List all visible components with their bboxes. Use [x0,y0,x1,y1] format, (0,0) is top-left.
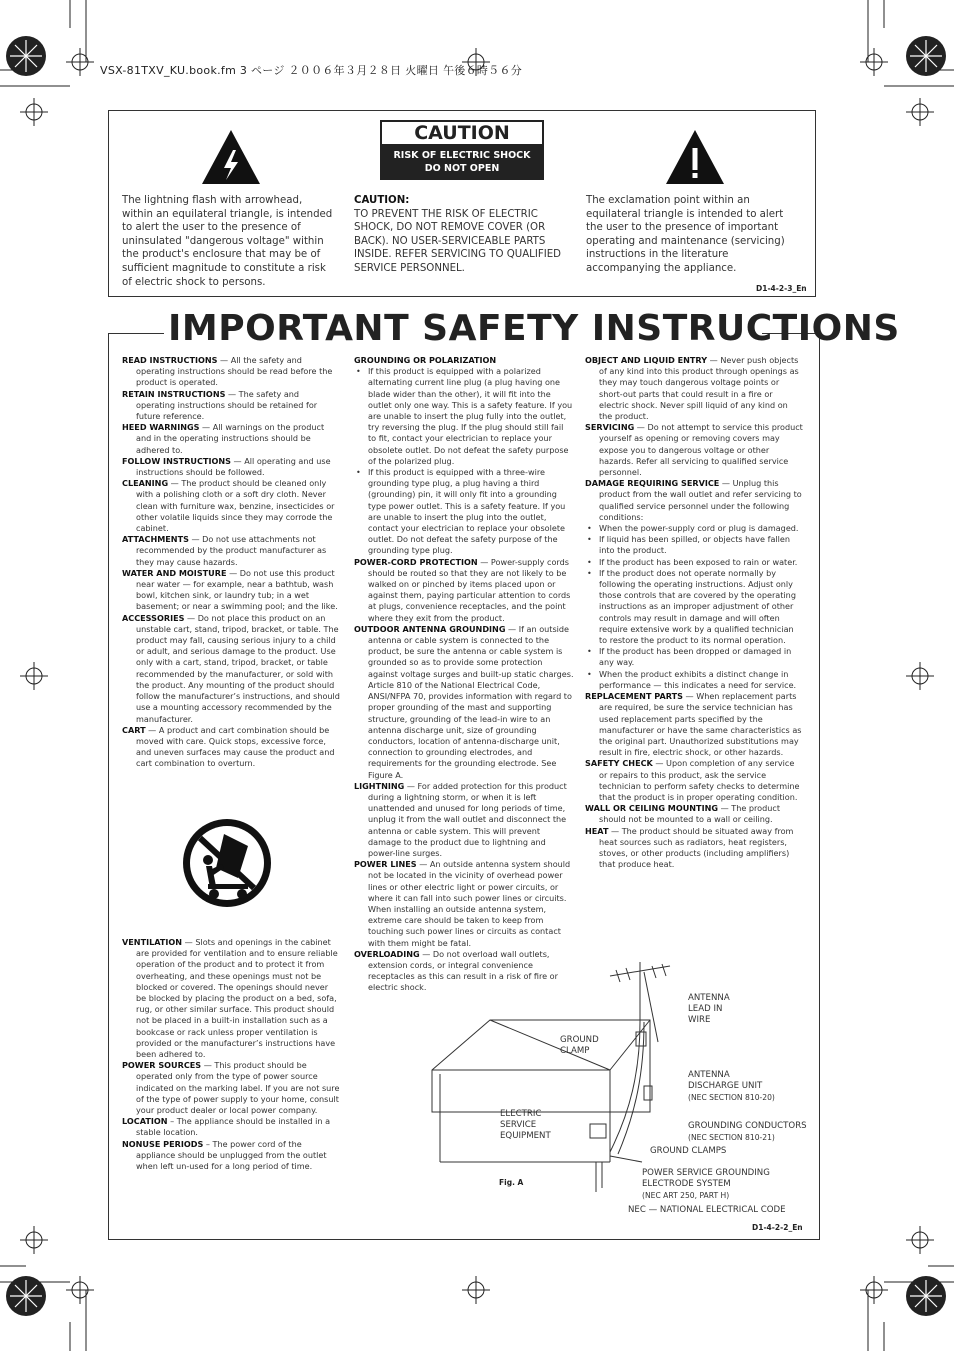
label-ground-clamps: GROUND CLAMPS [650,1146,727,1156]
label-psge-1: POWER SERVICE GROUNDING [642,1168,770,1178]
instruction-text: — Unplug this product from the wall outlet and refer servicing to qualified service personnel under the following conditions: [599,478,802,522]
instruction-item [354,624,574,781]
label-power-service-grounding [642,1168,770,1201]
instruction-text: — The product should be cleaned only with a polishing cloth or a soft dry cloth. Never clean with furniture wax, benzine, insecticides or other volatile liquids since they may corrode the cabinet. [136,478,335,534]
instruction-item [122,613,340,725]
instruction-text: — Do not place this product on an unstable cart, stand, tripod, bracket, or table. The product may fall, causing serious injury to a child or adult, and serious damage to the product. Use only with a cart, stand, tripod, bracket, or table recommended by the manufacturer, or sold with the product. Any mounting of the product should follow the manufacturer’s instructions, and should use a mounting accessory recommended by the manufacturer. [136,612,340,724]
instruction-item [122,1116,340,1138]
instruction-item [585,422,803,478]
label-discharge-1: ANTENNA [688,1070,730,1080]
instruction-text: — This product should be operated only from the type of power source indicated on the marking label. If you are not sure of the type of power supply to your home, consult your product dealer or local power company. [136,1060,340,1116]
label-ground-clamp-2: CLAMP [560,1046,590,1056]
instruction-text: – The power cord of the appliance should be unplugged from the outlet when left un-used for a long period of time. [136,1138,327,1172]
instruction-item [122,422,340,456]
instruction-item [122,725,340,770]
figure-caption: Fig. A [499,1178,524,1187]
caution-notice [354,194,570,276]
bullet-item: • If this product is equipped with a three-wire grounding type plug, a plug having a third (grounding) pin, it will only fit into a grounding type power outlet. This is a safety feature. If you are unable to insert the plug into the outlet, contact your electrician to replace your obsolete outlet. Do not defeat the safety purpose of the grounding type plug. [354,467,574,557]
instruction-item [122,355,340,389]
label-esvc-3: EQUIPMENT [500,1131,551,1141]
instruction-item [122,534,340,568]
instruction-heading: POWER-CORD PROTECTION [354,556,478,567]
instruction-heading: LOCATION [122,1116,168,1127]
instruction-heading: HEED WARNINGS [122,422,200,433]
instruction-item [585,803,803,825]
antenna-grounding-diagram [430,962,690,1192]
instruction-text: — Do not overload wall outlets, extension cords, or integral convenience receptacles as this can result in a risk of fire or electric shock. [368,948,558,993]
caution-notice-text: TO PREVENT THE RISK OF ELECTRIC SHOCK, DO NOT REMOVE COVER (OR BACK). NO USER-SERVICEABLE PARTS INSIDE. REFER SERVICING TO QUALIFIED SERVICE PERSONNEL. [354,208,562,274]
instruction-item [122,1139,340,1173]
label-antenna-lead-1: ANTENNA [688,993,730,1003]
instruction-item [122,937,340,1060]
service-conditions [585,523,803,691]
label-esvc-2: SERVICE [500,1120,537,1130]
instruction-text: — If an outside antenna or cable system is connected to the product, be sure the antenna or cable system is grounded so as to provide some protection against voltage surges and built-up static charges. Article 810 of the National Electrical Code, ANSI/NFPA 70, provides information with regard to proper grounding of the mast and supporting structure, grounding of the lead-in wire to an antenna discharge unit, size of grounding conductors, location of antenna-discharge unit, connection to grounding electrodes, and requirements for the grounding electrode. See Figure A. [368,623,574,780]
caution-subtitle-line2: DO NOT OPEN [424,163,500,174]
lightning-warning-icon [200,128,262,186]
label-discharge-unit [688,1070,775,1103]
instruction-item [122,568,340,613]
cart-warning-icon [180,816,274,910]
instruction-text: — When replacement parts are required, be sure the service technician has used replacement parts specified by the manufacturer or have the same characteristics as the original part. Unauthorized substitutions may result in fire, electric shock, or other hazards. [599,691,802,758]
instruction-item [122,456,340,478]
label-grounding-conductors [688,1121,807,1143]
label-discharge-3: (NEC SECTION 810-20) [688,1093,775,1102]
instruction-text: — Slots and openings in the cabinet are provided for ventilation and to ensure reliable operation of the product and to protect it from overheating, and these openings must not be blocked or covered. The openings should never be blocked by placing the product on a bed, sofa, rug, or other similar surface. This product should not be placed in a built-in installation such as a bookcase or rack unless proper ventilation is provided or the manufacturer’s instructions have been adhered to. [136,937,338,1060]
bullet-item: • If liquid has been spilled, or objects have fallen into the product. [585,534,803,556]
instruction-heading: VENTILATION [122,937,183,947]
instruction-item [122,389,340,423]
instruction-heading: ATTACHMENTS [122,534,189,545]
instruction-text: — A product and cart combination should be moved with care. Quick stops, excessive force, and uneven surfaces may cause the product and cart combination to overturn. [136,724,335,769]
instruction-heading: LIGHTNING [354,780,405,791]
instruction-text: – The appliance should be installed in a stable location. [136,1116,331,1138]
instruction-heading: OBJECT AND LIQUID ENTRY [585,355,708,365]
instruction-text: — An outside antenna system should not be located in the vicinity of overhead power lines or other electric light or power circuits, or where it can fall into such power lines or circuits. When installing an outside antenna system, extreme care should be taken to keep from touching such power lines or circuits as contact with them might be fatal. [368,859,571,948]
instruction-item [585,355,803,422]
caution-title: CAUTION [380,120,544,146]
instruction-heading: ACCESSORIES [122,612,185,623]
bullet-item: • If this product is equipped with a polarized alternating current line plug (a plug having one blade wider than the other), it will fit into the outlet only one way. This is a safety feature. If you are unable to insert the plug fully into the outlet, try reversing the plug. If the plug should still fail to fit, contact your electrician to replace your obsolete outlet. Do not defeat the safety purpose of the polarized plug. [354,366,574,467]
caution-subtitle [380,146,544,180]
grounding-bullets [354,366,574,556]
label-antenna-lead-3: WIRE [688,1015,711,1025]
label-antenna-lead-2: LEAD IN [688,1004,723,1014]
grounding-heading-text: GROUNDING OR POLARIZATION [354,355,497,365]
exclamation-warning-icon [664,128,726,186]
instruction-heading: POWER LINES [354,859,417,870]
instruction-heading: WALL OR CEILING MOUNTING [585,803,719,814]
instruction-text: — For added protection for this product during a lightning storm, or when it is left unattended and unused for long periods of time, unplug it from the wall outlet and disconnect the antenna or cable system. This will prevent damage to the product due to lightning and power-line surges. [368,780,567,858]
instruction-text: — Upon completion of any service or repairs to this product, ask the service technician to perform safety checks to determine that the product is in proper operating condition. [599,758,800,802]
instruction-item [354,557,574,624]
bullet-item: • If the product has been dropped or damaged in any way. [585,646,803,668]
caution-notice-heading: CAUTION: [354,195,410,206]
bullet-item: • If the product does not operate normally by following the operating instructions. Adjust only those controls that are covered by the operating instructions as an improper adjustment of other controls may result in damage and will often require extensive work by a qualified technician to restore the product to its normal operation. [585,568,803,646]
instruction-heading: DAMAGE REQUIRING SERVICE [585,478,720,489]
label-electric-service [500,1109,551,1142]
instruction-text: — The safety and operating instructions should be retained for future reference. [136,388,318,422]
instruction-heading: POWER SOURCES [122,1060,202,1071]
lightning-explanation: The lightning flash with arrowhead, within an equilateral triangle, is intended to alert the user to the presence of uninsulated "dangerous voltage" within the product's enclosure that may be of sufficient magnitude to constitute a risk of electric shock to persons. [122,195,333,288]
exclamation-explanation: The exclamation point within an equilateral triangle is intended to alert the user to the presence of important operating and maintenance (servicing) instructions in the literature accompanying the appliance. [586,195,785,274]
bullet-item: • If the product has been exposed to rain or water. [585,557,803,568]
instruction-heading: CART [122,724,146,735]
instruction-text: — Do not use this product near water — for example, near a bathtub, wash bowl, kitchen sink, or laundry tub; in a wet basement; or near a swimming pool; and the like. [136,567,338,612]
page-title: IMPORTANT SAFETY INSTRUCTIONS [168,308,900,349]
instruction-text: — All the safety and operating instructions should be read before the product is operated. [136,355,333,388]
instruction-text: — All warnings on the product and in the operating instructions should be adhered to. [136,422,325,455]
instruction-text: — All operating and use instructions should be followed. [136,455,331,478]
label-gcond-2: (NEC SECTION 810-21) [688,1133,775,1142]
column-2 [354,355,574,994]
label-antenna-lead [688,993,730,1026]
instruction-text: — Do not use attachments not recommended by the product manufacturer as they may cause hazards. [136,534,327,567]
instruction-text: — Do not attempt to service this product yourself as opening or removing covers may expose you to dangerous voltage or other hazards. Refer all servicing to qualified service personnel. [599,422,803,478]
title-rule-left [108,333,164,334]
instruction-item [585,478,803,523]
column-1 [122,355,340,770]
label-gcond-1: GROUNDING CONDUCTORS [688,1121,807,1131]
instruction-item [585,826,803,871]
grounding-heading [354,355,574,366]
label-discharge-2: DISCHARGE UNIT [688,1081,763,1091]
label-nec: NEC — NATIONAL ELECTRICAL CODE [628,1205,786,1215]
label-psge-3: (NEC ART 250, PART H) [642,1191,730,1200]
label-esvc-1: ELECTRIC [500,1109,542,1119]
instruction-heading: SERVICING [585,422,635,433]
file-info-header: VSX-81TXV_KU.book.fm 3 ページ ２００６年３月２８日 火曜日 午後６時５６分 [100,64,523,77]
instruction-item [354,859,574,949]
label-psge-2: ELECTRODE SYSTEM [642,1179,731,1189]
instruction-heading: CLEANING [122,478,169,489]
instruction-heading: REPLACEMENT PARTS [585,691,683,702]
instruction-heading: READ INSTRUCTIONS [122,355,218,365]
instruction-heading: FOLLOW INSTRUCTIONS [122,455,231,466]
safety-code: D1-4-2-2_En [752,1223,803,1232]
instruction-heading: NONUSE PERIODS [122,1138,204,1149]
instruction-item [122,478,340,534]
instruction-item [354,781,574,859]
instruction-text: — The product should be situated away from heat sources such as radiators, heat registers, stoves, or other products (including amplifiers) that produce heat. [599,825,794,870]
instruction-heading: RETAIN INSTRUCTIONS [122,388,226,399]
instruction-item [585,758,803,803]
caution-code: D1-4-2-3_En [756,284,807,293]
column-3 [585,355,803,870]
instruction-text: — Never push objects of any kind into this product through openings as they may touch dangerous voltage points or short-out parts that could result in a fire or electric shock. Never spill liquid of any kind on the product. [599,355,799,422]
instruction-heading: OUTDOOR ANTENNA GROUNDING [354,623,506,634]
bullet-item: • When the power-supply cord or plug is damaged. [585,523,803,534]
instruction-text: — The product should not be mounted to a wall or ceiling. [599,803,781,825]
instruction-text: — Power-supply cords should be routed so that they are not likely to be walked on or pinched by items placed upon or against them, paying particular attention to cords at plugs, convenience receptacles, and the point where they exit from the product. [368,556,571,623]
instruction-heading: SAFETY CHECK [585,758,653,769]
label-ground-clamp-1: GROUND [560,1035,599,1045]
label-ground-clamp [560,1035,599,1057]
bullet-item: • When the product exhibits a distinct change in performance — this indicates a need for service. [585,669,803,691]
instruction-heading: WATER AND MOISTURE [122,567,227,578]
instruction-item [585,691,803,758]
instruction-heading: OVERLOADING [354,948,420,959]
caution-subtitle-line1: RISK OF ELECTRIC SHOCK [393,150,531,161]
instruction-item [122,1060,340,1116]
column-1b [122,937,340,1172]
instruction-heading: HEAT [585,825,609,836]
